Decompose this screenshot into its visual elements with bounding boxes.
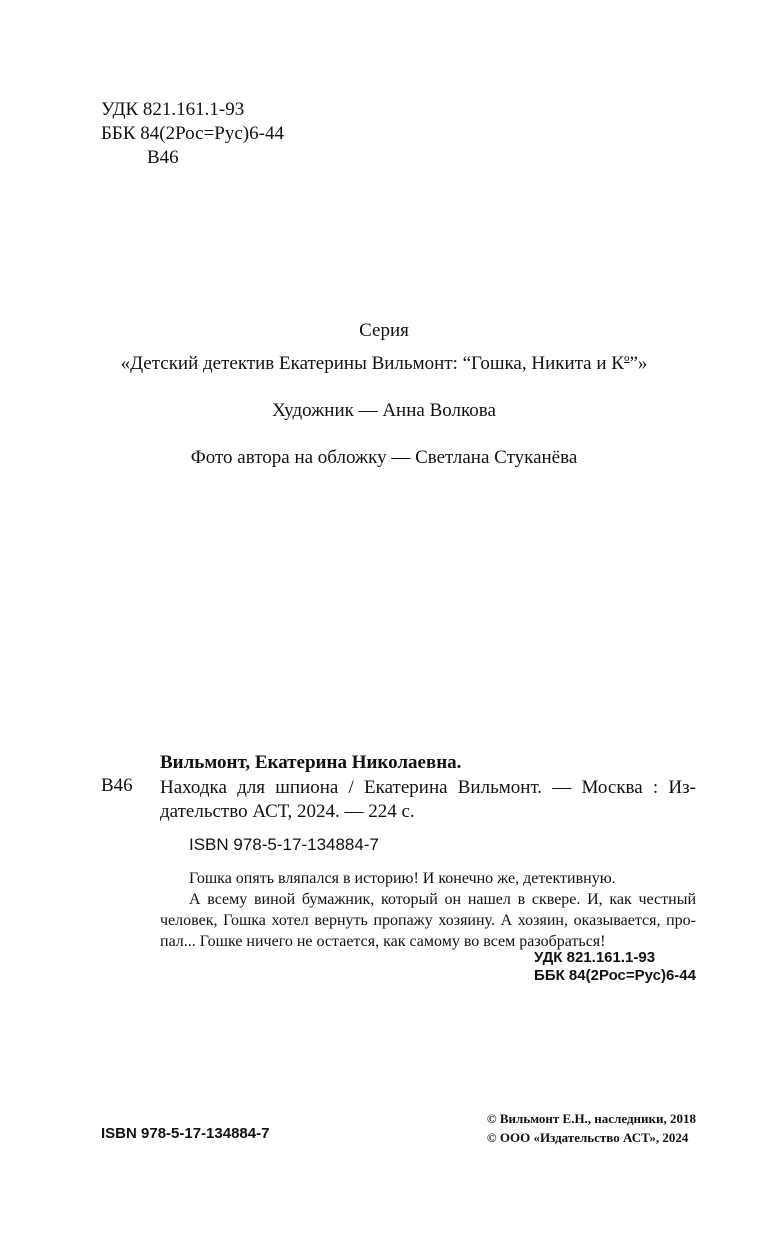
description-line-1: Находка для шпиона / Екатерина Вильмонт. — Москва : Из-	[160, 777, 696, 798]
annotation-line-2: А всему виной бумажник, который он нашел в сквере. И, как честный	[189, 891, 696, 908]
bibliographic-description	[160, 776, 696, 824]
classification-udk: УДК 821.161.1-93	[534, 949, 656, 966]
udk-code: УДК 821.161.1-93	[101, 99, 245, 120]
classification-codes	[534, 949, 696, 985]
annotation-line-1: Гошка опять вляпался в историю! И конечно же, детективную.	[189, 870, 616, 887]
author-heading: Вильмонт, Екатерина Николаевна.	[160, 752, 462, 773]
series-name-superscript: о	[623, 352, 630, 364]
series-name-suffix: ”»	[629, 353, 648, 374]
illustrator-credit: Художник — Анна Волкова	[272, 400, 496, 421]
photo-credit: Фото автора на обложку — Светлана Стуканёва	[190, 447, 578, 468]
top-classification-codes	[101, 98, 284, 170]
annotation	[160, 868, 696, 952]
footer-isbn: ISBN 978-5-17-134884-7	[101, 1125, 270, 1142]
isbn-entry: ISBN 978-5-17-134884-7	[189, 835, 379, 854]
annotation-line-4: пал... Гошке ничего не остается, как самому во всем разобраться!	[160, 933, 606, 950]
series-name	[0, 353, 768, 375]
series-name-prefix: «Детский детектив Екатерины Вильмонт: “Гошка, Никита и К	[120, 353, 624, 374]
classification-bbk: ББК 84(2Рос=Рус)6-44	[534, 967, 696, 984]
series-label: Серия	[359, 320, 409, 341]
bibliographic-index-code: В46	[101, 775, 133, 796]
author-mark-code: В46	[147, 147, 179, 168]
description-line-2: дательство АСТ, 2024. — 224 с.	[160, 801, 415, 822]
copyright-publisher: © ООО «Издательство АСТ», 2024	[486, 1130, 689, 1145]
copyright-author: © Вильмонт Е.Н., наследники, 2018	[486, 1111, 696, 1126]
bbk-code: ББК 84(2Рос=Рус)6-44	[101, 123, 284, 144]
annotation-line-3: человек, Гошка хотел вернуть пропажу хозяину. А хозяин, оказывается, про-	[160, 912, 696, 929]
copyright-block	[487, 1109, 696, 1147]
